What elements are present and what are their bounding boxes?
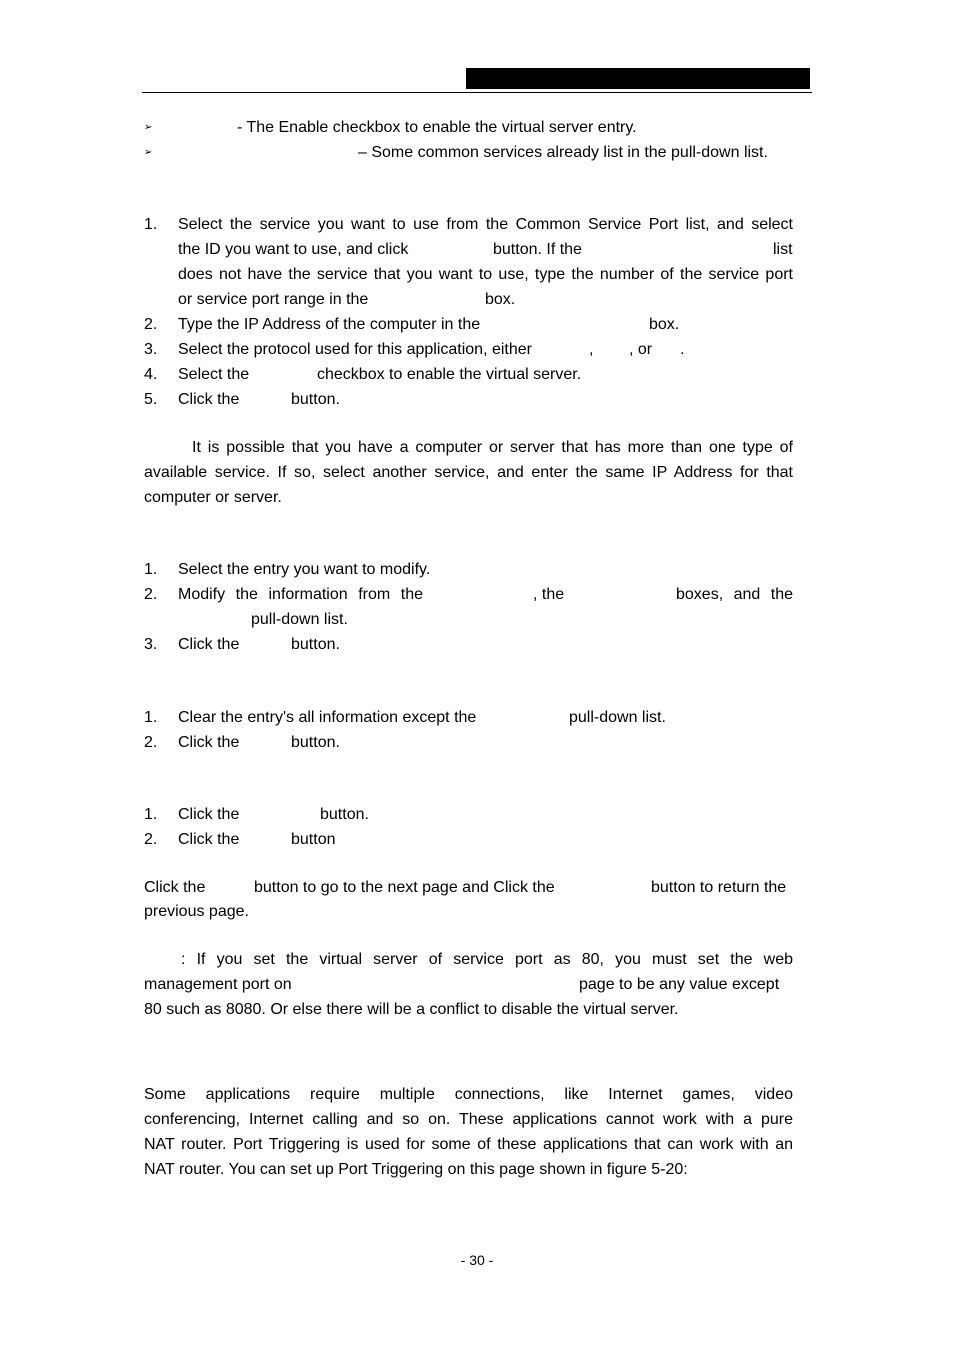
tip-line-3: computer or server. [144, 489, 282, 506]
delete-step-2b: button. [291, 734, 340, 751]
delete-step-1b: pull-down list. [569, 709, 666, 726]
bullet-enable: - The Enable checkbox to enable the virtual server entry. [237, 119, 637, 136]
tip-line-1: It is possible that you have a computer or server that has more than one type of [192, 439, 793, 456]
add-step-5a: Click the [178, 391, 240, 408]
add-step-1-line-4b: box. [485, 291, 516, 308]
add-step-2b: box. [649, 316, 680, 333]
add-step-2a: Type the IP Address of the computer in the [178, 316, 481, 333]
bullet-arrow-icon: ➢ [144, 147, 153, 158]
port-triggering-line-2: conferencing, Internet calling and so on. These applications cannot work with a pure [144, 1111, 793, 1128]
add-step-5b: button. [291, 391, 340, 408]
tip-line-2: available service. If so, select another service, and enter the same IP Address for that [144, 464, 793, 481]
step-number: 2. [144, 316, 158, 333]
step-number: 2. [144, 734, 158, 751]
modify-step-3b: button. [291, 636, 340, 653]
header-bar [466, 68, 810, 89]
port-triggering-line-3: NAT router. Port Triggering is used for some of these applications that can work with an [144, 1136, 793, 1153]
step-number: 3. [144, 341, 158, 358]
step-number: 5. [144, 391, 158, 408]
header-rule [142, 92, 812, 93]
note-line-1: : If you set the virtual server of service port as 80, you must set the web [181, 951, 793, 968]
delete-step-1a: Clear the entry's all information except the [178, 709, 477, 726]
modify-step-2b: , the [533, 586, 565, 603]
add-step-1-line-4a: or service port range in the [178, 291, 369, 308]
port-triggering-line-1: Some applications require multiple connections, like Internet games, video [144, 1086, 793, 1103]
modify-step-2d: pull-down list. [251, 611, 348, 628]
page-number: - 30 - [460, 1252, 494, 1268]
clear-step-2a: Click the [178, 831, 240, 848]
add-step-3a: Select the protocol used for this application, either [178, 341, 532, 358]
add-step-3b: , [589, 341, 594, 358]
modify-step-3a: Click the [178, 636, 240, 653]
add-step-1-line-2c: list [773, 241, 793, 258]
paging-line-1a: Click the [144, 879, 206, 896]
note-line-3: 80 such as 8080. Or else there will be a conflict to disable the virtual server. [144, 1001, 679, 1018]
add-step-4a: Select the [178, 366, 250, 383]
add-step-1-line-3: does not have the service that you want to use, type the number of the service port [178, 266, 793, 283]
paging-line-1c: button to return the [651, 879, 787, 896]
modify-step-2c: boxes, and the [676, 586, 793, 603]
note-line-2a: management port on [144, 976, 292, 993]
add-step-3d: . [680, 341, 685, 358]
port-triggering-line-4: NAT router. You can set up Port Triggering on this page shown in figure 5-20: [144, 1161, 688, 1178]
step-number: 1. [144, 216, 158, 233]
step-number: 1. [144, 806, 158, 823]
step-number: 3. [144, 636, 158, 653]
delete-step-2a: Click the [178, 734, 240, 751]
add-step-4b: checkbox to enable the virtual server. [317, 366, 582, 383]
clear-step-1b: button. [320, 806, 369, 823]
modify-step-1: Select the entry you want to modify. [178, 561, 431, 578]
clear-step-1a: Click the [178, 806, 240, 823]
add-step-1-line-2b: button. If the [493, 241, 582, 258]
add-step-1-line-1: Select the service you want to use from the Common Service Port list, and select [178, 216, 793, 233]
bullet-arrow-icon: ➢ [144, 122, 153, 133]
add-step-3c: , or [629, 341, 653, 358]
bullet-common-service: – Some common services already list in the pull-down list. [358, 144, 768, 161]
paging-line-2: previous page. [144, 903, 249, 920]
step-number: 4. [144, 366, 158, 383]
step-number: 1. [144, 561, 158, 578]
step-number: 2. [144, 831, 158, 848]
note-line-2b: page to be any value except [579, 976, 780, 993]
step-number: 1. [144, 709, 158, 726]
clear-step-2b: button [291, 831, 336, 848]
step-number: 2. [144, 586, 158, 603]
paging-line-1b: button to go to the next page and Click the [254, 879, 555, 896]
modify-step-2a: Modify the information from the [178, 586, 423, 603]
add-step-1-line-2a: the ID you want to use, and click [178, 241, 409, 258]
